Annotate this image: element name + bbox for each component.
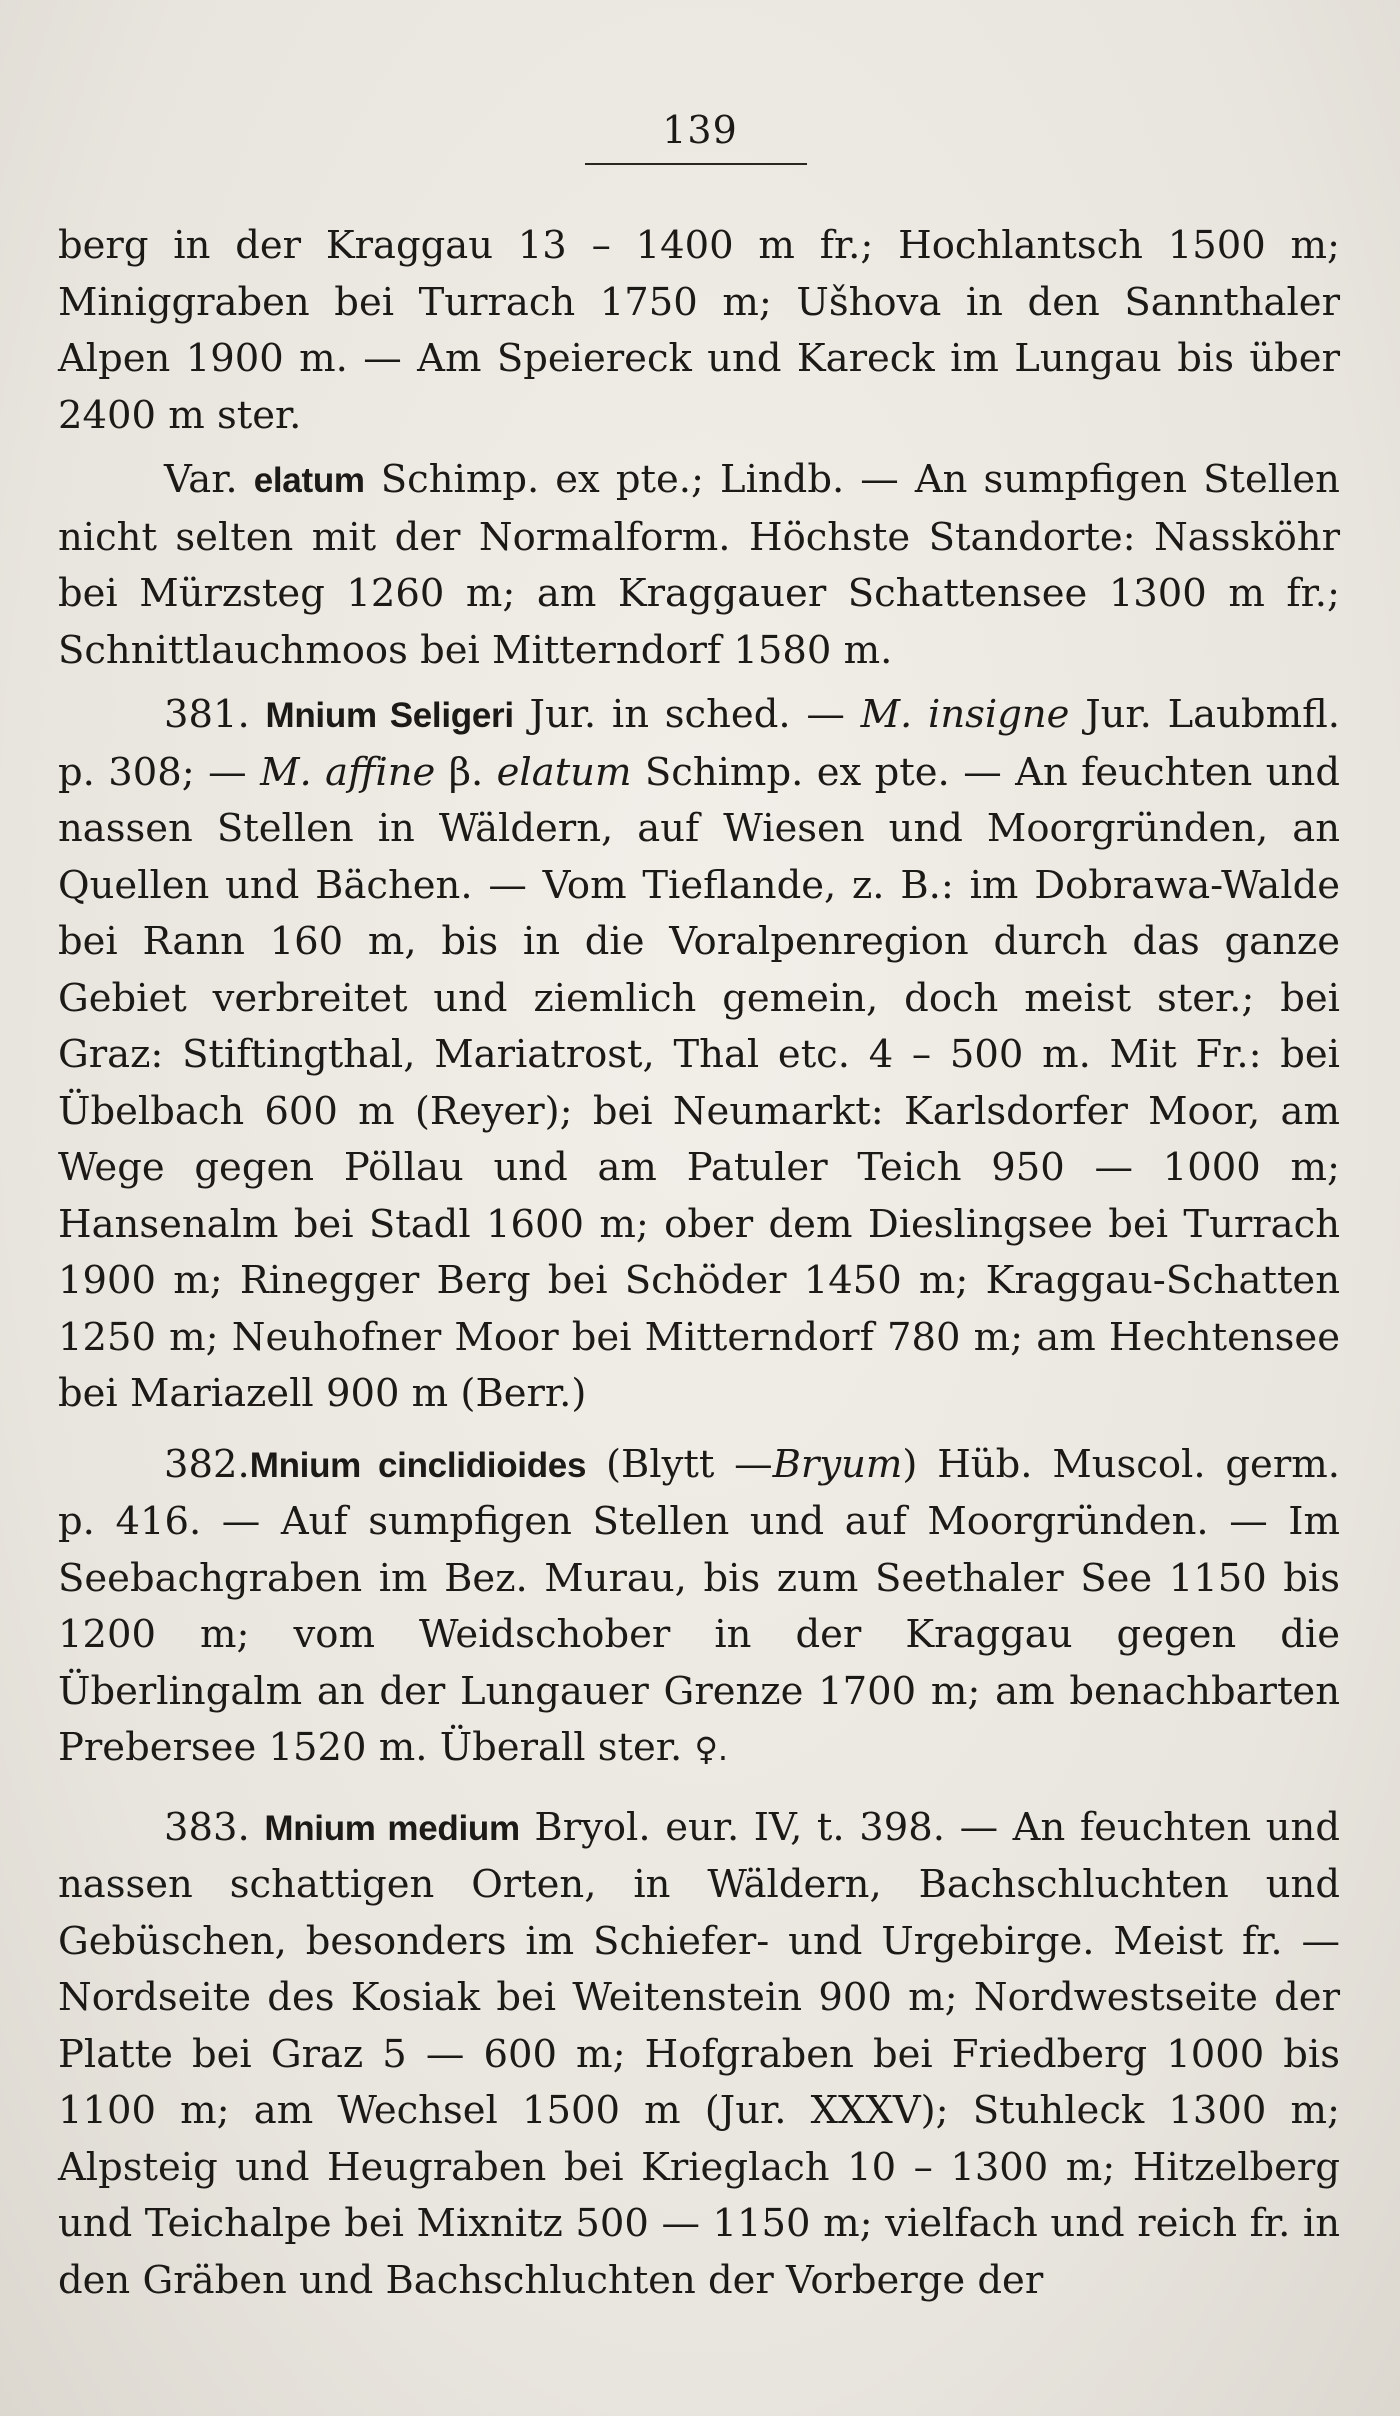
entry-text: Jur. in sched. — [529,692,845,737]
entry-number: 382. [164,1441,250,1487]
entry-text: Jur. Laubmfl. p. 308; — [58,692,1340,795]
page-number: 139 [662,108,738,152]
page-body [58,218,1340,2309]
header-rule [585,163,807,165]
entry-number: 381. [164,692,250,737]
entry-number: 383. [164,1804,250,1850]
species-name: Mnium Seligeri [265,696,514,735]
entry-text: (Blytt — [605,1441,773,1487]
entry-text: ) Hüb. Muscol. germ. p. 416. — Auf sumpfigen Stellen und auf Moorgründen. — Im Seebachgraben im Bez. Murau, bis zum Seethaler See 1150 bis 1200 m; vom Weidschober in der Kraggau gegen die Überlingalm an der Lungauer Grenze 1700 m; am benachbarten Prebersee 1520 m. Überall ster. [58,1441,1340,1770]
entry-383 [58,1800,1340,2310]
paragraph-var-elatum [58,452,1340,679]
var-label: Var. [164,457,238,502]
entry-text: β. [448,749,484,795]
species-name: Mnium cinclidioides [249,1445,587,1485]
synonym-name: M. insigne [860,692,1070,737]
synonym-name: Bryum [772,1441,903,1487]
entry-382 [58,1437,1340,1778]
entry-381 [58,687,1340,1423]
female-symbol: ♀. [694,1730,729,1768]
paragraph-text: berg in der Kraggau 13 – 1400 m fr.; Hochlantsch 1500 m; Miniggraben bei Turrach 1750 m; Ušhova in den Sannthaler Alpen 1900 m. — Am Speiereck und Kareck im Lungau bis über 2400 m ster. [58,223,1340,438]
paragraph-text: Schimp. ex pte.; Lindb. — An sumpfigen Stellen nicht selten mit der Normalform. Höchste Standorte: Nassköhr bei Mürzsteg 1260 m; am Kraggauer Schattensee 1300 m fr.; Schnittlauchmoos bei Mitterndorf 1580 m. [58,457,1340,673]
synonym-name: elatum [496,749,632,795]
entry-text: Bryol. eur. IV, t. 398. — An feuchten und nassen schattigen Orten, in Wäldern, Bachschluchten und Gebüschen, besonders im Schiefer- und Urgebirge. Meist fr. — Nordseite des Kosiak bei Weitenstein 900 m; Nordwestseite der Platte bei Graz 5 — 600 m; Hofgraben bei Friedberg 1000 bis 1100 m; am Wechsel 1500 m (Jur. XXXV); Stuhleck 1300 m; Alpsteig und Heugraben bei Krieglach 10 – 1300 m; Hitzelberg und Teichalpe bei Mixnitz 500 — 1150 m; vielfach und reich fr. in den Gräben und Bachschluchten der Vorberge der [58,1804,1340,2303]
entry-text: Schimp. ex pte. — An feuchten und nassen Stellen in Wäldern, auf Wiesen und Moorgründen, an Quellen und Bächen. — Vom Tieflande, z. B.: im Dobrawa-Walde bei Rann 160 m, bis in die Voralpenregion durch das ganze Gebiet verbreitet und ziemlich gemein, doch meist ster.; bei Graz: Stiftingthal, Mariatrost, Thal etc. 4 – 500 m. Mit Fr.: bei Übelbach 600 m (Reyer); bei Neumarkt: Karlsdorfer Moor, am Wege gegen Pöllau und am Patuler Teich 950 — 1000 m; Hansenalm bei Stadl 1600 m; ober dem Dieslingsee bei Turrach 1900 m; Rinegger Berg bei Schöder 1450 m; Kraggau-Schatten 1250 m; Neuhofner Moor bei Mitterndorf 780 m; am Hechtensee bei Mariazell 900 m (Berr.) [58,749,1340,1416]
variety-name: elatum [253,461,365,500]
synonym-name: M. affine [260,749,436,795]
species-name: Mnium medium [264,1808,520,1848]
paragraph-continuation [58,218,1340,444]
